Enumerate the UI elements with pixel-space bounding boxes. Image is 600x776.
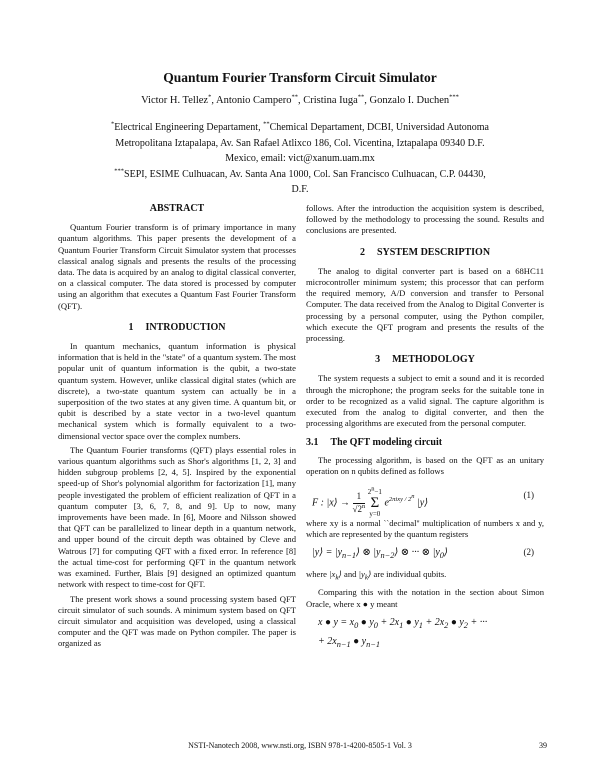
- author-name: Victor H. Tellez: [141, 95, 209, 106]
- subsection-title: The QFT modeling circuit: [330, 437, 443, 449]
- paragraph: where $|x_k⟩$ and $|y_k⟩$ are individual qubits.: [306, 569, 447, 583]
- equation-sum: $2^n-1$ Σ y=0: [367, 485, 382, 519]
- paragraph: The Quantum Fourier transforms (QFT) plays essential roles in various quantum algorithms such as Shor's algorithms [1, 2, 3] and hidden subgroup problems [2, 4, 5]. Inspired by the exponential speed-up of Shor's polynomial algorithm for factorization [1], many people investigated the problem of efficient realization of QFT in a quantum computer [3, 6, 7, 8, and 9]. Up to now, many improvements have been made. In [6], Moore and Nilsson showed that QFT can be parallelized to linear depth in a quantum network, and upper bound of the circuit depth was obtained by Cleve and Watrous [7] for computing QFT with a fixed error. In reference [8] the actual time-cost for performing QFT in the quantum network was examined. Further, Blais [9] designed an optimized quantum network with respect to time-cost for QFT.: [58, 444, 296, 590]
- equation-body: x ● $y = x_0$ ● $y_0 + 2x_1$ ● $y_1 + 2x_2$ ● $y_2$ + ··· + $2x_{n-1}$ ● $y_{n-1}$: [318, 616, 488, 649]
- left-column: [58, 203, 296, 653]
- section-heading: [306, 247, 544, 258]
- equation-number: (1): [523, 490, 534, 501]
- section-number: 3: [375, 354, 381, 366]
- affiliations: [110, 120, 490, 198]
- subsection-heading: [306, 437, 544, 448]
- equation-body: |y⟩ = $|y_{n-1}⟩$ ⊗ $|y_{n-2}⟩$ ⊗ ··· ⊗ $|y_0⟩$: [312, 547, 448, 561]
- paragraph: follows. After the introduction the acquisition system is described, followed by the methodology to processing the sound. Results and conclusions are presented.: [306, 203, 544, 236]
- equation-body: F : |x⟩ → $\frac{1}{√2^n}$ $2^n-1$ Σ y=0 $e^{2\pi ixy / 2^n}$ |y⟩: [312, 485, 429, 519]
- section-title: METHODOLOGY: [392, 354, 475, 366]
- affil-mark: *: [111, 120, 115, 128]
- paragraph: The processing algorithm, is based on the QFT as an unitary operation on n qubits defined as follows: [306, 454, 544, 476]
- paragraph: The present work shows a sound processing system based QFT circuit simulator of such sounds. A minimum system based on QFT circuit simulator and acquisition was developed, using a classical computer and the QFT was made on Python compiler. The paper is organized as: [58, 593, 296, 649]
- right-column: [306, 203, 544, 657]
- author-name: Antonio Campero: [215, 95, 292, 106]
- author-mark: ***: [449, 93, 459, 101]
- paragraph: The analog to digital converter part is based on a 68HC11 microcontroller minimum system; this processor that can perform the required memory, A/D conversion and transfer to Personal Computer. The data received from the Analog to Digital Converter is processing by a personal computer, using the Python compiler, which execute the QFT program and presents the results of the processing.: [306, 265, 544, 344]
- paragraph: The system requests a subject to emit a sound and it is recorded through the microphone; the program seeks for the suitable tone in order to be recognized as a valid signal. The capture algorithm is executed from the analog to digital converter, and then the processing algorithms are executed from the personal computer.: [306, 373, 544, 429]
- section-number: 2: [359, 246, 365, 258]
- section-heading: [306, 354, 544, 365]
- equation-1: [306, 480, 544, 519]
- abstract-heading: ABSTRACT: [149, 203, 205, 214]
- equation-fraction: $\frac{1}{√2^n}$: [352, 491, 366, 514]
- section-number: 1: [128, 321, 134, 333]
- equation-3: [306, 613, 544, 653]
- author-name: Gonzalo I. Duchen: [369, 95, 450, 106]
- affil-mark: ***: [114, 167, 125, 175]
- footer-text: NSTI-Nanotech 2008, www.nsti.org, ISBN 978-1-4200-8505-1 Vol. 3: [188, 741, 412, 750]
- subsection-number: 3.1: [306, 437, 319, 449]
- affil-text: Electrical Engineering Departament,: [114, 122, 264, 133]
- affil-mark: **: [263, 120, 270, 128]
- section-title: SYSTEM DESCRIPTION: [376, 246, 491, 258]
- affil-text: Chemical Departament, DCBI, Universidad Autonoma Metropolitana Iztapalapa, Av. San Rafael Atlixco 186, Col. Vicentina, Iztapalapa 09340 D.F. Mexico, email: vict@xanum.uam.mx: [115, 122, 489, 164]
- abstract-text: Quantum Fourier transform is of primary importance in many quantum algorithms. This paper presents the development of a Quantum Fourier Transform Circuit Simulator system that processes classical analog signals and presents the results of the processing data. The data is acquired by an analog to digital classical converter, on a classical computer. The data stored is processed by computer using an algorithm that executes a Quantum Fast Fourier Transform (QFT).: [58, 222, 296, 311]
- section-title: INTRODUCTION: [145, 321, 226, 333]
- page-number: 39: [539, 741, 547, 750]
- equation-number: (2): [523, 547, 534, 558]
- paper-title: Quantum Fourier Transform Circuit Simulator: [163, 70, 437, 85]
- section-heading: [58, 322, 296, 333]
- paragraph: In quantum mechanics, quantum information is physical information that is held in the "state" of a quantum system. The most popular unit of quantum information is the qubit, a two-state quantum system. However, unlike classical digital states (which are discrete), a two-state quantum system can actually be in a superposition of the two states at any given time. A quantum bit, or qubit is described by a state vector in a two-level quantum mechanical system which is formally equivalent to a two-dimensional vector space over the complex numbers.: [58, 341, 296, 441]
- paragraph: Comparing this with the notation in the section about Simon Oracle, where x ● y meant: [306, 587, 544, 609]
- affil-text: SEPI, ESIME Culhuacan, Av. Santa Ana 1000, Col. San Francisco Culhuacan, C.P. 04430, D.F.: [124, 168, 486, 195]
- paragraph: where xy is a normal ``decimal'' multiplication of numbers x and y, which are represented by the quantum registers: [306, 518, 544, 540]
- author-name: Cristina Iuga: [303, 95, 358, 106]
- author-mark: **: [357, 93, 365, 101]
- author-mark: **: [291, 93, 299, 101]
- equation-2: [306, 543, 544, 565]
- author-mark: *: [208, 93, 212, 101]
- author-list: Victor H. Tellez*, Antonio Campero**, Cristina Iuga**, Gonzalo I. Duchen***: [141, 93, 459, 106]
